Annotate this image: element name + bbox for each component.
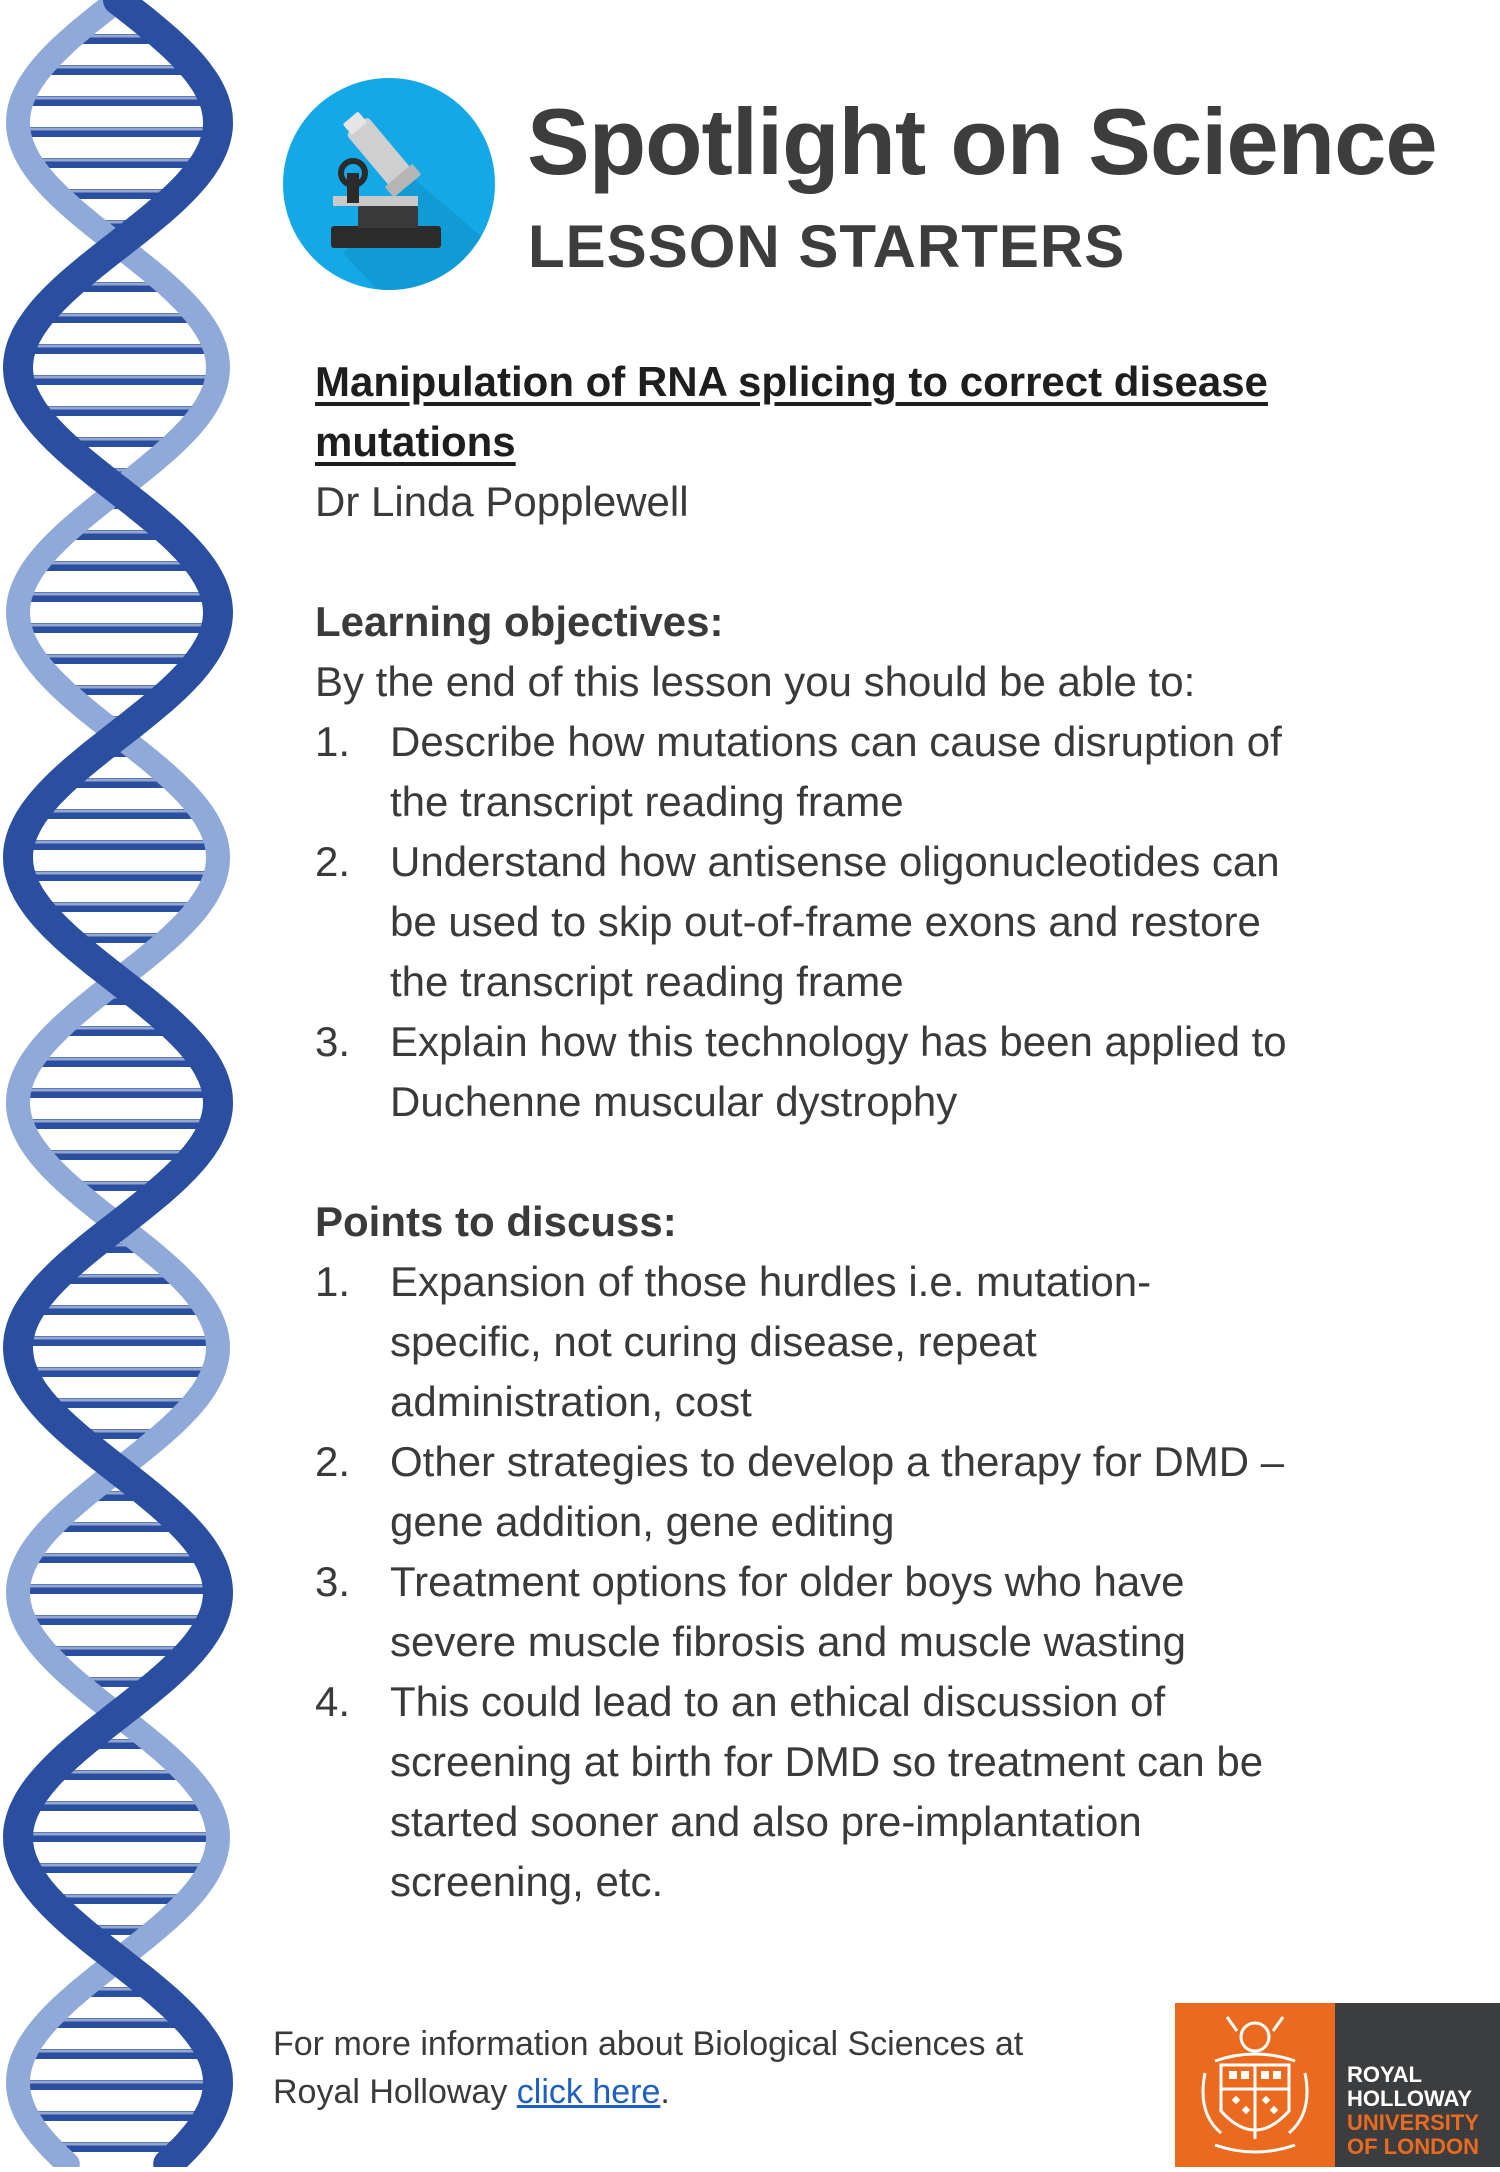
crest-icon [1175,2003,1335,2167]
wordmark-line: OF LONDON [1347,2134,1479,2159]
list-text: Treatment options for older boys who have [390,1558,1185,1605]
list-item [315,712,1375,832]
list-text: Describe how mutations can cause disruption of [390,718,1282,765]
list-text: Expansion of those hurdles i.e. mutation- [390,1258,1152,1305]
wordmark-line: HOLLOWAY [1347,2086,1473,2111]
list-text: specific, not curing disease, repeat [390,1318,1037,1365]
list-text: started sooner and also pre-implantation [390,1798,1142,1845]
list-text: Duchenne muscular dystrophy [390,1078,958,1125]
list-text: screening at birth for DMD so treatment can be [390,1738,1264,1785]
list-text: gene addition, gene editing [390,1498,895,1545]
list-text: the transcript reading frame [390,958,904,1005]
list-text: This could lead to an ethical discussion of [390,1678,1166,1725]
objectives-list [315,712,1375,1132]
lesson-title-line: mutations [315,418,516,465]
list-number: 1. [315,718,351,765]
list-item [315,1012,1375,1132]
crest-panel [1175,2003,1335,2167]
objectives-intro: By the end of this lesson you should be able to: [315,658,1196,705]
list-item [315,1672,1375,1912]
lesson-title [315,352,1375,472]
footer-line [273,2068,1133,2116]
list-number: 2. [315,838,351,885]
list-number: 3. [315,1018,351,1065]
footer-text: . [660,2073,670,2111]
microscope-logo [283,78,495,290]
list-text: administration, cost [390,1378,752,1425]
list-text: Other strategies to develop a therapy for DMD – [390,1438,1285,1485]
list-item [315,1552,1375,1672]
list-item [315,1252,1375,1432]
list-text: the transcript reading frame [390,778,904,825]
discussion-list [315,1252,1375,1912]
institution-wordmark [1347,2063,1479,2159]
list-number: 1. [315,1258,351,1305]
list-number: 4. [315,1678,351,1725]
footer-info [273,2020,1133,2116]
discussion-heading: Points to discuss: [315,1198,677,1245]
list-number: 3. [315,1558,351,1605]
microscope-icon [283,78,495,290]
lesson-content [315,352,1375,1912]
page-subtitle: LESSON STARTERS [528,213,1126,280]
lesson-title-line: Manipulation of RNA splicing to correct disease [315,358,1268,405]
list-item [315,1432,1375,1552]
footer-line: For more information about Biological Sciences at [273,2025,1024,2063]
list-text: severe muscle fibrosis and muscle wasting [390,1618,1186,1665]
dna-helix-icon [0,0,245,2167]
footer-text: Royal Holloway [273,2073,517,2111]
list-text: screening, etc. [390,1858,664,1905]
list-number: 2. [315,1438,351,1485]
lesson-author: Dr Linda Popplewell [315,478,689,525]
list-text: Explain how this technology has been applied to [390,1018,1287,1065]
wordmark-line: ROYAL [1347,2062,1422,2087]
list-text: Understand how antisense oligonucleotides can [390,838,1280,885]
click-here-link[interactable]: click here [516,2073,661,2111]
wordmark-line: UNIVERSITY [1347,2110,1480,2135]
list-item [315,832,1375,1012]
institution-logo [1175,2003,1500,2167]
objectives-heading: Learning objectives: [315,598,724,645]
page-title: Spotlight on Science [527,89,1437,194]
list-text: be used to skip out-of-frame exons and restore [390,898,1261,945]
